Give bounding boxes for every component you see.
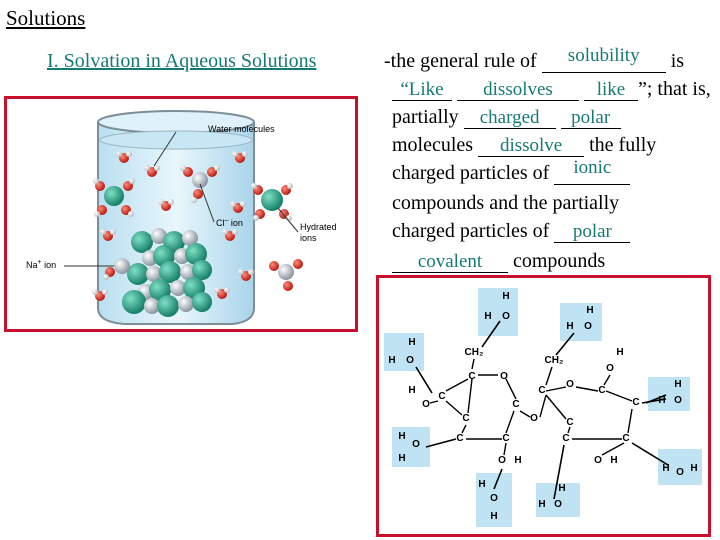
svg-text:C: C (502, 433, 510, 444)
fill-charged: charged (479, 107, 540, 128)
text-line-2: “Like dissolves like ”; that is, (392, 78, 711, 101)
svg-text:H: H (398, 431, 406, 442)
text-line-5: charged particles of ionic (392, 162, 630, 185)
svg-text:H: H (558, 483, 566, 494)
svg-text:H: H (674, 379, 682, 390)
fill-solubility: solubility (567, 45, 640, 66)
text-line-6: compounds and the partially (392, 192, 620, 214)
svg-text:O: O (490, 493, 498, 504)
svg-text:H: H (490, 511, 498, 522)
text-line-7: charged particles of polar (392, 220, 630, 243)
svg-text:H: H (658, 395, 666, 406)
page-title: Solutions (6, 6, 86, 30)
fill-polar-2: polar (572, 221, 612, 242)
svg-text:O: O (422, 399, 430, 410)
svg-text:C: C (538, 385, 546, 396)
solvation-beaker-figure (4, 96, 358, 332)
fill-dissolves: dissolves (483, 79, 553, 100)
label-hydrated: Hydrated (300, 222, 337, 232)
svg-text:H: H (388, 355, 396, 366)
svg-text:H: H (398, 453, 406, 464)
svg-text:CH₂: CH₂ (544, 355, 564, 366)
label-chloride-ion: Cl– ion (216, 217, 243, 228)
sugar-hydration-figure (376, 275, 711, 537)
text-line-3: partially charged polar (392, 106, 621, 129)
svg-text:C: C (456, 433, 464, 444)
label-ions: ions (300, 233, 317, 243)
svg-text:C: C (462, 413, 470, 424)
svg-text:O: O (500, 371, 508, 382)
fill-covalent: covalent (417, 251, 483, 272)
svg-text:H: H (662, 463, 670, 474)
svg-text:H: H (586, 305, 594, 316)
svg-text:C: C (512, 399, 520, 410)
text-line-4: molecules dissolve the fully (392, 134, 657, 156)
svg-text:H: H (610, 455, 618, 466)
svg-text:O: O (674, 395, 682, 406)
svg-text:H: H (408, 385, 416, 396)
svg-text:O: O (412, 439, 420, 450)
svg-text:O: O (566, 379, 574, 390)
svg-text:H: H (514, 455, 522, 466)
svg-text:C: C (562, 433, 570, 444)
text-line-1: -the general rule of solubility is (384, 45, 685, 72)
label-water-molecules: Water molecules (208, 124, 275, 134)
section-heading[interactable]: I. Solvation in Aqueous Solutions (47, 50, 317, 72)
svg-text:C: C (622, 433, 630, 444)
svg-text:O: O (584, 321, 592, 332)
fill-dissolve: dissolve (499, 135, 563, 156)
svg-text:C: C (632, 397, 640, 408)
svg-text:O: O (498, 455, 506, 466)
svg-text:C: C (438, 391, 446, 402)
svg-text:CH₂: CH₂ (464, 347, 484, 358)
svg-text:H: H (502, 291, 510, 302)
svg-text:C: C (566, 417, 574, 428)
fill-polar-1: polar (571, 107, 611, 128)
svg-text:H: H (408, 337, 416, 348)
text-line-8: covalent compounds (392, 250, 605, 273)
fill-like: like (596, 79, 626, 100)
svg-text:H: H (690, 463, 698, 474)
svg-text:C: C (598, 385, 606, 396)
svg-text:O: O (676, 467, 684, 478)
label-sodium-ion: Na+ ion (26, 259, 57, 270)
svg-text:H: H (566, 321, 574, 332)
svg-text:H: H (484, 311, 492, 322)
svg-text:H: H (538, 499, 546, 510)
svg-text:C: C (468, 371, 476, 382)
svg-text:H: H (616, 347, 624, 358)
svg-text:O: O (606, 363, 614, 374)
svg-text:O: O (530, 413, 538, 424)
svg-text:O: O (502, 311, 510, 322)
svg-text:O: O (594, 455, 602, 466)
svg-text:O: O (554, 499, 562, 510)
svg-text:O: O (406, 355, 414, 366)
fill-ionic: ionic (573, 157, 612, 178)
svg-text:H: H (478, 479, 486, 490)
